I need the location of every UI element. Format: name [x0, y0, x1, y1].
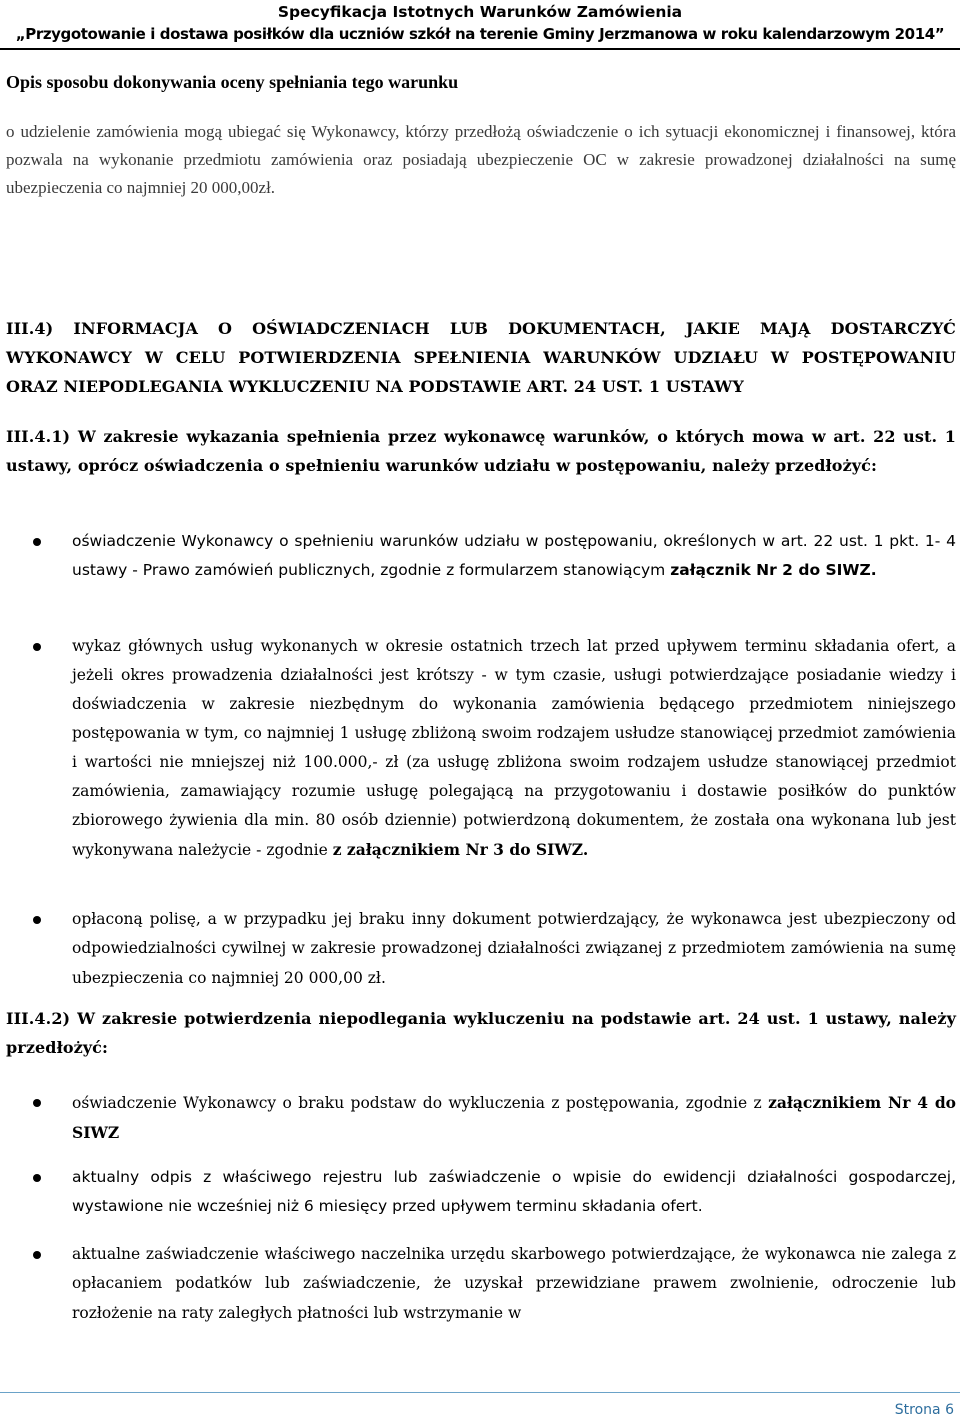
bullet-icon [33, 1251, 41, 1259]
document-header [0, 0, 960, 52]
list-item-text: opłaconą polisę, a w przypadku jej braku inny dokument potwierdzający, że wykonawca jest ubezpieczony od odpowiedzialności cywilnej w zakresie prowadzonej działalności związanej z przedmiotem zamówienia na sumę ubezpieczenia co najmniej 20 000,00 zł. [72, 910, 956, 987]
list-item-text: oświadczenie Wykonawcy o braku podstaw do wykluczenia z postępowania, zgodnie z załącznikiem Nr 4 do SIWZ [72, 1093, 957, 1142]
list-item-text: oświadczenie Wykonawcy o spełnieniu warunków udziału w postępowaniu, określonych w art. 22 ust. 1 pkt. 1- 4 ustawy - Prawo zamówień publicznych, zgodnie z formularzem stanowiącym załącznik Nr 2 do SIWZ. [72, 532, 956, 579]
bullet-icon [33, 643, 41, 651]
section-heading-opis: Opis sposobu dokonywania oceny spełniania tego warunku [6, 72, 459, 92]
section-heading-iii42: III.4.2) W zakresie potwierdzenia niepodlegania wykluczeniu na podstawie art. 24 ust. 1 ustawy, należy przedłożyć: [6, 1009, 956, 1057]
bullet-icon [33, 916, 41, 924]
bullet-icon [33, 538, 41, 546]
header-title: Specyfikacja Istotnych Warunków Zamówienia [277, 3, 683, 21]
paragraph-opis: o udzielenie zamówienia mogą ubiegać się Wykonawcy, którzy przedłożą oświadczenie o ich sytuacji ekonomicznej i finansowej, która pozwala na wykonanie przedmiotu zamówienia oraz posiadają ubezpieczenie OC w zakresie prowadzonej działalności na sumę ubezpieczenia co najmniej 20 000,00zł. [6, 122, 956, 197]
header-subtitle: „Przygotowanie i dostawa posiłków dla uczniów szkół na terenie Gminy Jerzmanowa w roku kalendarzowym 2014” [15, 25, 945, 43]
section-heading-iii4: III.4) INFORMACJA O OŚWIADCZENIACH LUB DOKUMENTACH, JAKIE MAJĄ DOSTARCZYĆ WYKONAWCY W CELU POTWIERDZENIA SPEŁNIENIA WARUNKÓW UDZIAŁU W POSTĘPOWANIU ORAZ NIEPODLEGANIA WYKLUCZENIU NA PODSTAWIE ART. 24 UST. 1 USTAWY [6, 319, 956, 396]
list-item-text: aktualne zaświadczenie właściwego naczelnika urzędu skarbowego potwierdzające, że wykonawca nie zalega z opłacaniem podatków lub zaświadczenie, że uzyskał przewidziane prawem zwolnienie, odroczenie lub rozłożenie na raty zaległych płatności lub wstrzymanie w [72, 1245, 956, 1322]
bullet-icon [33, 1099, 41, 1107]
list-item-text: aktualny odpis z właściwego rejestru lub zaświadczenie o wpisie do ewidencji działalności gospodarczej, wystawione nie wcześniej niż 6 miesięcy przed upływem terminu składania ofert. [72, 1168, 956, 1215]
footer-divider [0, 1392, 960, 1393]
header-divider [0, 48, 960, 50]
bullet-icon [33, 1174, 41, 1182]
section-heading-iii41: III.4.1) W zakresie wykazania spełnienia przez wykonawcę warunków, o których mowa w art. 22 ust. 1 ustawy, oprócz oświadczenia o spełnieniu warunków udziału w postępowaniu, należy przedłożyć: [6, 427, 956, 475]
list-item-text: wykaz głównych usług wykonanych w okresie ostatnich trzech lat przed upływem terminu składania ofert, a jeżeli okres prowadzenia działalności jest krótszy - w tym czasie, usługi potwierdzające posiadanie wiedzy i doświadczenia w zakresie niezbędnym do wykonania zamówienia będącego przedmiotem niniejszego postępowania w tym, co najmniej 1 usługę zbliżoną swoim rodzajem usłudze stanowiącej przedmiot zamówienia i wartości nie mniejszej niż 100.000,- zł (za usługę zbliżona swoim rodzajem usłudze stanowiącej przedmiot zamówienia, zamawiający rozumie usługę polegającą na przygotowaniu i dostawie posiłków do punktów zbiorowego żywienia dla min. 80 osób dziennie) potwierdzoną dokumentem, że została ona wykonana lub jest wykonywana należycie - zgodnie z załącznikiem Nr 3 do SIWZ. [72, 637, 956, 859]
page-number: Strona 6 [894, 1402, 954, 1418]
